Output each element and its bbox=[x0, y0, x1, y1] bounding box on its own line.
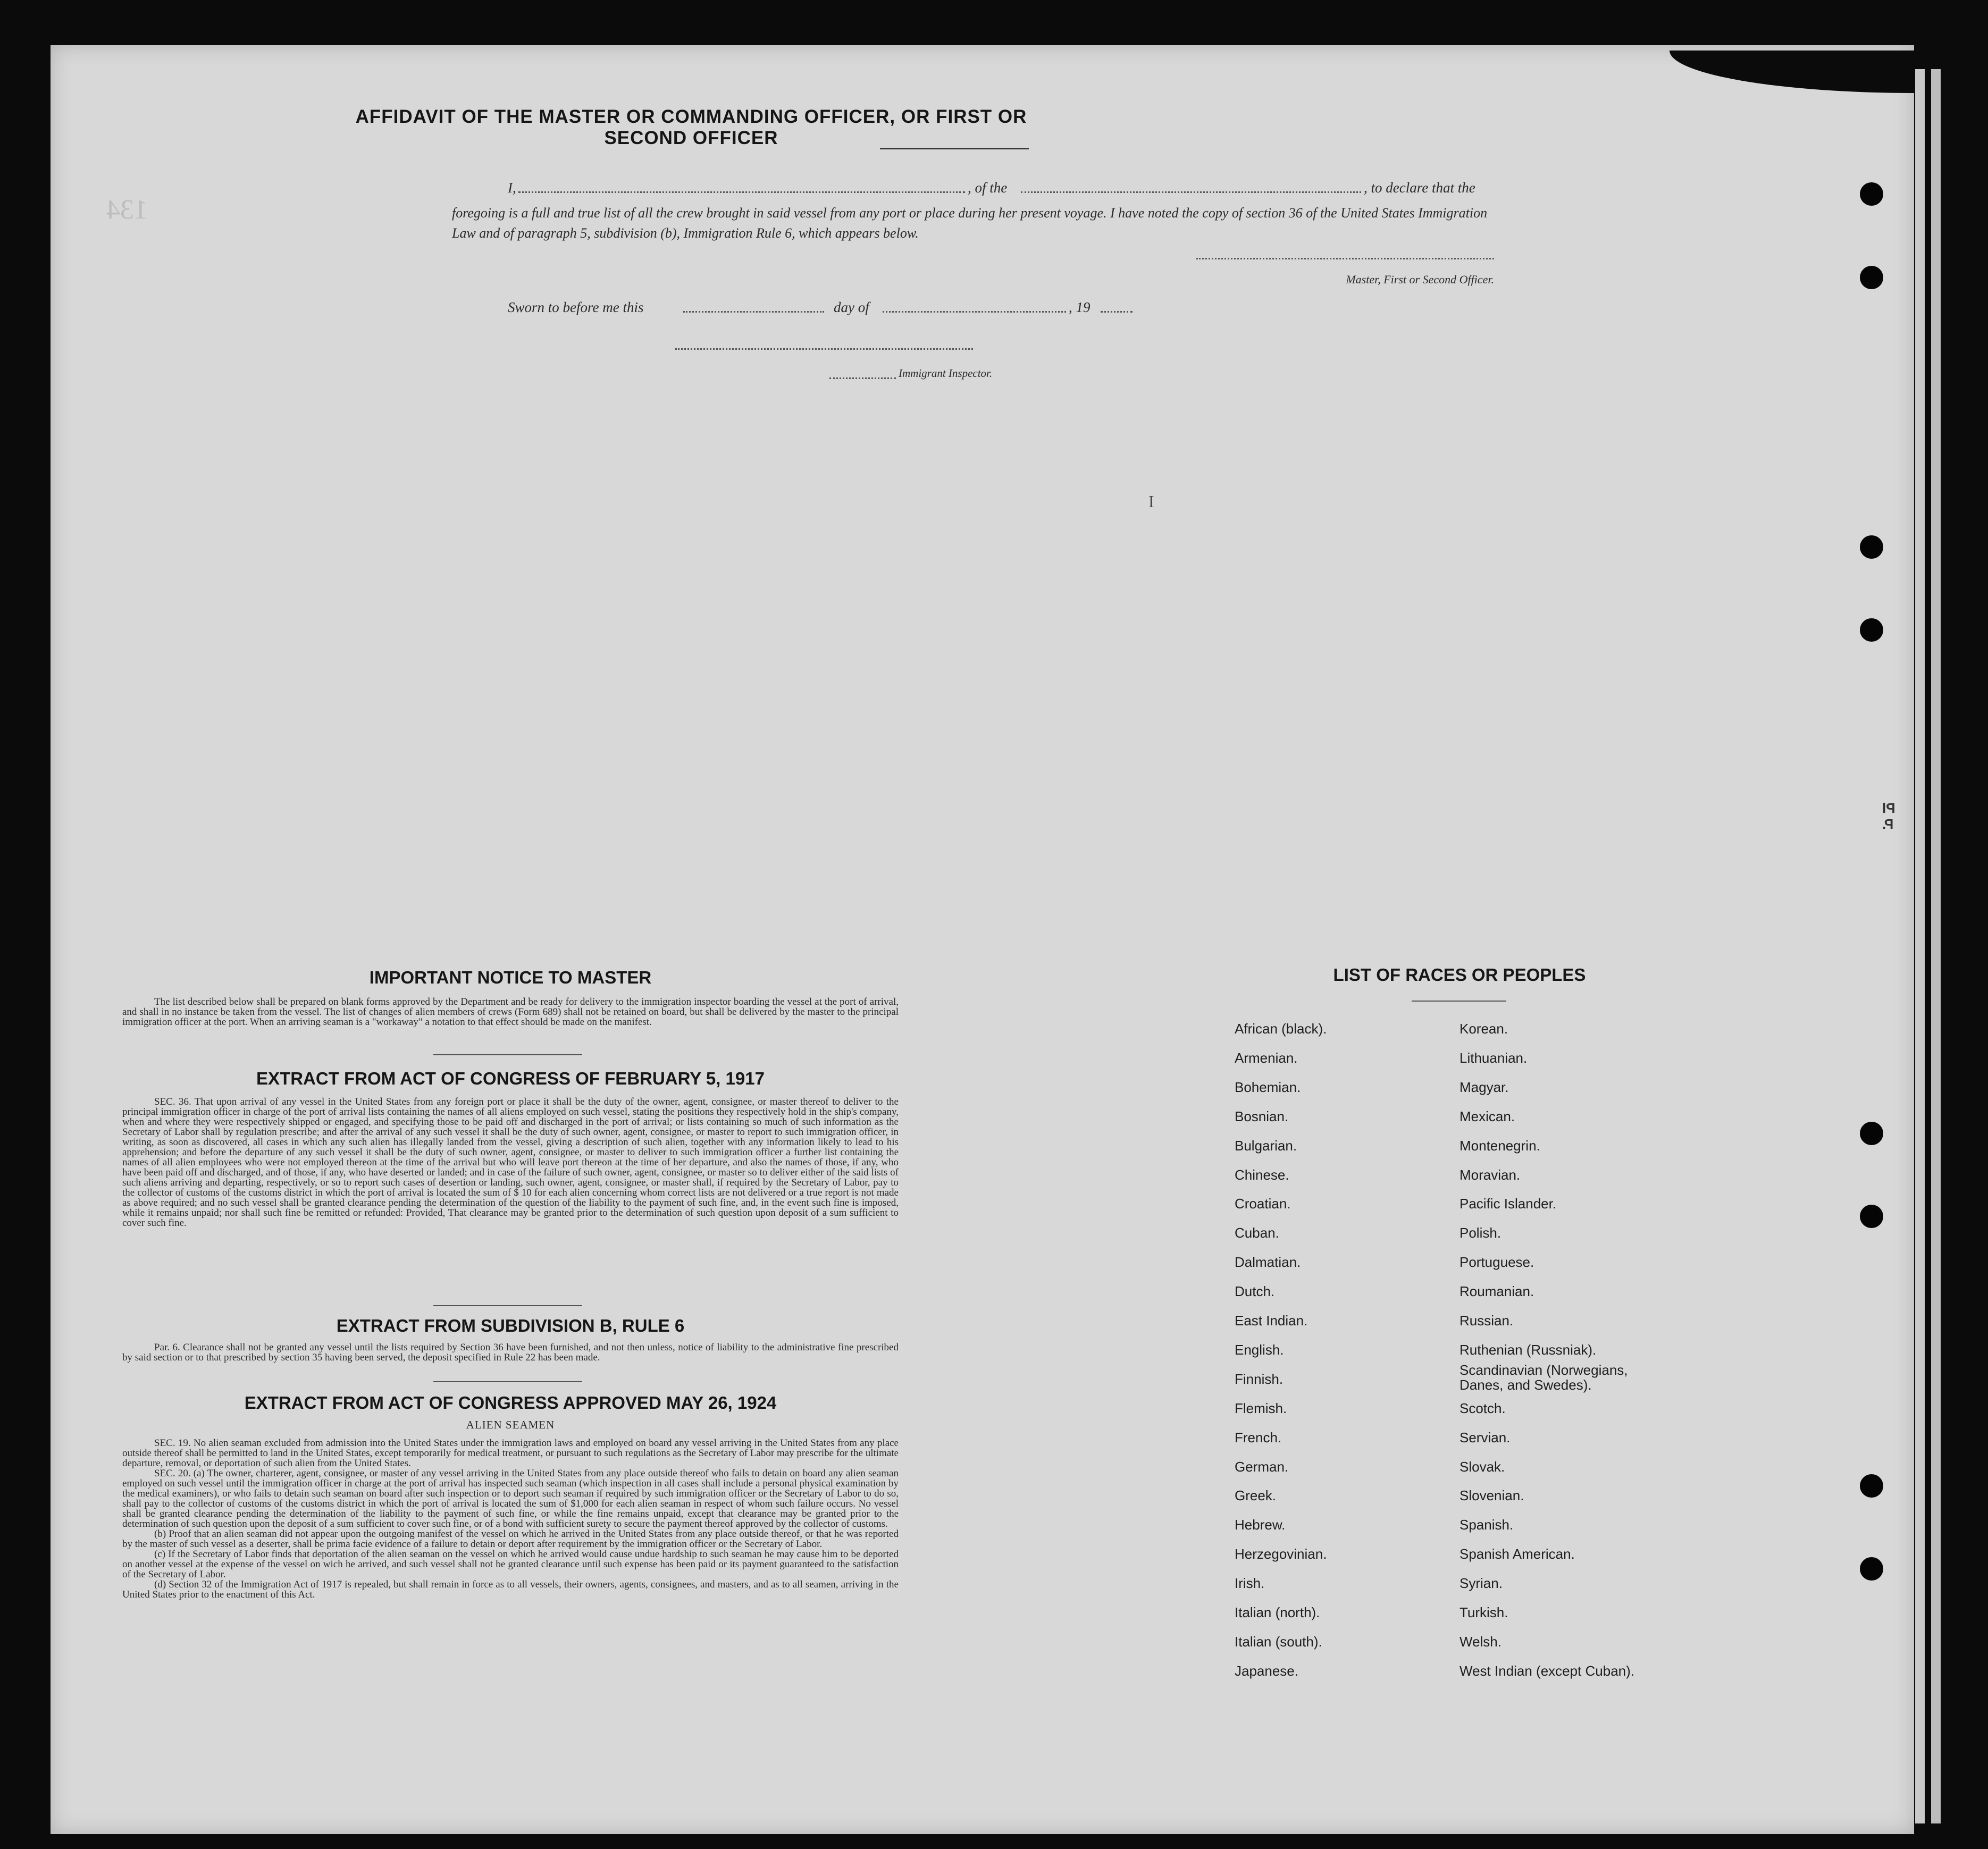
race-item: Slovenian. bbox=[1459, 1487, 1524, 1504]
side-mark: Pl bbox=[1882, 800, 1895, 816]
officer-signature-line bbox=[1196, 258, 1494, 259]
race-item: French. bbox=[1235, 1429, 1282, 1445]
extract-1917-title: EXTRACT FROM ACT OF CONGRESS OF FEBRUARY 5, 1917 bbox=[256, 1069, 765, 1088]
race-item: Chinese. bbox=[1235, 1166, 1289, 1183]
sworn-day-label: day of bbox=[834, 299, 869, 315]
race-item: Korean. bbox=[1459, 1021, 1508, 1037]
punch-hole bbox=[1860, 535, 1883, 559]
officer-signature-label: Master, First or Second Officer. bbox=[1346, 273, 1494, 286]
title-rule bbox=[880, 148, 1029, 149]
sworn-year-label: , 19 bbox=[1069, 299, 1091, 315]
races-title: LIST OF RACES OR PEOPLES bbox=[1333, 965, 1586, 985]
extract-1924-sec20c: (c) If the Secretary of Labor finds that deportation of the alien seaman on the vessel on which he arrived would cause undue hardship to such seaman he may cause him to be deported on another vessel at the expense of the vessel on wich he arrived, and such vessel shall not be granted clearance until such expense has been paid or its payment guaranteed to the satisfaction of the Secretary of Labor. bbox=[122, 1549, 899, 1580]
race-item: German. bbox=[1235, 1458, 1289, 1475]
race-item: Bulgarian. bbox=[1235, 1137, 1297, 1154]
race-item: Bosnian. bbox=[1235, 1108, 1289, 1124]
sworn-year-blank bbox=[1101, 311, 1133, 313]
race-item: Italian (north). bbox=[1235, 1604, 1320, 1620]
extract-1924-sec19: SEC. 19. No alien seaman excluded from admission into the United States under the immigration laws and employed on board any vessel arriving in the United States from any place outside thereof shall be permitted to land in the United States, except temporarily for medical treatment, or pursuant to such regulations as the Secretary of Labor may prescribe for the ultimate departure, removal, or deportation of such alien from the United States. bbox=[122, 1438, 899, 1469]
race-item: Hebrew. bbox=[1235, 1517, 1286, 1533]
notice-body: The list described below shall be prepared on blank forms approved by the Department and be ready for delivery to the immigration inspector boarding the vessel at the port of arrival, and shall in no instance be taken from the vessel. The list of changes of alien members of crews (Form 689) shall not be retained on board, but shall be delivered by the master to the principal immigration officer at the port. When an arriving seaman is a "workaway" a notation to that effect should be made on the manifest. bbox=[122, 996, 899, 1028]
race-item: Spanish. bbox=[1459, 1517, 1514, 1533]
punch-hole bbox=[1860, 1122, 1883, 1145]
race-item: Bohemian. bbox=[1235, 1079, 1301, 1095]
sworn-date-blank bbox=[683, 311, 824, 313]
punch-hole bbox=[1860, 182, 1883, 206]
affidavit-line-of: , of the bbox=[968, 180, 1008, 196]
extract-rule6-title: EXTRACT FROM SUBDIVISION B, RULE 6 bbox=[336, 1316, 685, 1335]
races-title-rule bbox=[1412, 1001, 1506, 1002]
race-item: Moravian. bbox=[1459, 1166, 1521, 1183]
side-mark: P. bbox=[1882, 816, 1894, 832]
punch-hole bbox=[1860, 618, 1883, 642]
race-item: Pacific Islander. bbox=[1459, 1196, 1557, 1212]
extract-1924-sec20b: (b) Proof that an alien seaman did not appear upon the outgoing manifest of the vessel on which he arrived in the United States from any place outside thereof, or that he was reported by the master of such vessel as a deserter, shall be prima facie evidence of a failure to detain or deport after requirement by the immigration officer or the Secretary of Labor. bbox=[122, 1528, 899, 1550]
notice-title: IMPORTANT NOTICE TO MASTER bbox=[369, 968, 652, 987]
punch-hole bbox=[1860, 1205, 1883, 1228]
race-item: Japanese. bbox=[1235, 1662, 1298, 1679]
extract-1924-title: EXTRACT FROM ACT OF CONGRESS APPROVED MAY 26, 1924 bbox=[244, 1393, 777, 1413]
race-item: Slovak. bbox=[1459, 1458, 1505, 1475]
extract-1924-sec20a: SEC. 20. (a) The owner, charterer, agent, consignee, or master of any vessel arriving in the United States from any place outside thereof who fails to detain on board any alien seaman employed on such vessel until the immigration officer in charge at the port of arrival has inspected such seaman (which inspection in all cases shall include a personal physical examination by the medical examiners), or who fails to detain such seaman on board after such inspection or to deport such seaman if required by such immigration officer or the Secretary of Labor to do so, shall pay to the collector of customs of the customs district in which the port of arrival is located the sum of $1,000 for each alien seaman in respect of whom such failure occurs. No vessel shall be granted clearance pending the determination of the liability to the payment of such fine, or while the fine remains unpaid, except that clearance may be granted prior to the determination of such question upon the deposit of a sum sufficient to cover such fine, or of a bond with sufficient surety to secure the payment thereof approved by the collector of customs. bbox=[122, 1468, 899, 1529]
extract-1924-body bbox=[122, 1438, 899, 1600]
race-item: East Indian. bbox=[1235, 1313, 1308, 1329]
race-item: English. bbox=[1235, 1341, 1284, 1358]
section-rule bbox=[433, 1381, 582, 1382]
race-item: Finnish. bbox=[1235, 1371, 1284, 1387]
race-item: Russian. bbox=[1459, 1313, 1514, 1329]
page-edge bbox=[1915, 69, 1925, 1823]
race-item: Roumanian. bbox=[1459, 1283, 1534, 1300]
race-item: Scandinavian (Norwegians, Danes, and Swedes). bbox=[1459, 1361, 1628, 1393]
section-rule bbox=[433, 1054, 582, 1055]
race-item: Turkish. bbox=[1459, 1604, 1508, 1620]
race-item: Portuguese. bbox=[1459, 1254, 1534, 1271]
affidavit-body: foregoing is a full and true list of all the crew brought in said vessel from any port or place during her present voyage. I have noted the copy of section 36 of the United States Immigration Law and of paragraph 5, subdivision (b), Immigration Rule 6, which appears below. bbox=[452, 205, 1488, 241]
race-item: Flemish. bbox=[1235, 1400, 1287, 1416]
page-number: 134 bbox=[106, 195, 148, 225]
race-item: Greek. bbox=[1235, 1487, 1277, 1504]
inspector-dots bbox=[829, 377, 896, 379]
affidavit-line-i: I, bbox=[508, 180, 516, 196]
extract-rule6-body: Par. 6. Clearance shall not be granted any vessel until the lists required by Section 36 have been furnished, and not then unless, notice of liability to the administrative fine prescribed by said section or to that prescribed by section 35 having been served, the deposit specified in Rule 22 has been made. bbox=[122, 1342, 899, 1363]
sworn-prefix: Sworn to before me this bbox=[508, 299, 644, 315]
race-item: Croatian. bbox=[1235, 1196, 1291, 1212]
race-item: Servian. bbox=[1459, 1429, 1511, 1445]
race-item: Polish. bbox=[1459, 1225, 1502, 1241]
race-item: Ruthenian (Russniak). bbox=[1459, 1341, 1597, 1358]
inspector-signature-line bbox=[675, 348, 973, 350]
race-item: Spanish American. bbox=[1459, 1546, 1575, 1562]
extract-1924-subtitle: ALIEN SEAMEN bbox=[466, 1418, 555, 1431]
page-edge bbox=[1931, 69, 1941, 1823]
race-item: Dutch. bbox=[1235, 1283, 1275, 1300]
punch-hole bbox=[1860, 1557, 1883, 1581]
affidavit-title: AFFIDAVIT OF THE MASTER OR COMMANDING OFFICER, OR FIRST OR SECOND OFFICER bbox=[355, 106, 1027, 148]
punch-hole bbox=[1860, 1474, 1883, 1498]
vessel-blank bbox=[1021, 191, 1361, 193]
punch-hole bbox=[1860, 266, 1883, 289]
race-item: African (black). bbox=[1235, 1021, 1327, 1037]
inspector-label: Immigrant Inspector. bbox=[899, 367, 993, 380]
affidavit-line-declare: , to declare that the bbox=[1364, 180, 1475, 196]
name-blank bbox=[518, 191, 965, 193]
race-item: Magyar. bbox=[1459, 1079, 1509, 1095]
sworn-month-blank bbox=[883, 311, 1066, 313]
race-item: Lithuanian. bbox=[1459, 1049, 1528, 1066]
race-item: Cuban. bbox=[1235, 1225, 1279, 1241]
extract-1917-body: SEC. 36. That upon arrival of any vessel in the United States from any foreign port or place it shall be the duty of the owner, agent, consignee, or master thereof to deliver to the principal immigration officer in charge of the port of arrival lists containing the names of all aliens employed on such vessel, stating the positions they respectively hold in the ship's company, when and where they were respectively shipped or engaged, and specifying those to be paid off and discharged in the port of arrival; or lists containing so much of such information as the Secretary of Labor shall by regulation prescribe; and after the arrival of any such vessel it shall be the duty of such owner, agent, consignee, or master to report to such immigration officer, in writing, as soon as discovered, all cases in which any such alien has illegally landed from the vessel, giving a description of such alien, together with any information likely to lead to his apprehension; and before the departure of any such vessel it shall be the duty of such owner, agent, consignee, or master to deliver to such immigration officer a further list containing the names of all alien employees who were not employed thereon at the time of the arrival but who will leave port thereon at the time of her departure, and also the names of those, if any, who have been paid off and discharged, and of those, if any, who have deserted or landed; and in case of the failure of such owner, agent, consignee, or master so to deliver either of the said lists of such aliens arriving and departing, respectively, or so to report such cases of desertion or landing, such owner, agent, consignee, or master shall, if required by the Secretary of Labor, pay to the collector of customs of the customs district in which the port of arrival is located the sum of $ 10 for each alien concerning whom correct lists are not delivered or a true report is not made as above required; and no such vessel shall be granted clearance pending the determination of the question of the liability to the payment of such fine, and, in the event such fine is imposed, while it remains unpaid; nor shall such fine be remitted or refunded: Provided, That clearance may be granted prior to the determination of such question upon deposit of a sum sufficient to cover such fine. bbox=[122, 1096, 899, 1229]
race-item: Herzegovinian. bbox=[1235, 1546, 1327, 1562]
race-item: Syrian. bbox=[1459, 1575, 1503, 1592]
race-item: Scotch. bbox=[1459, 1400, 1506, 1416]
race-item: Montenegrin. bbox=[1459, 1137, 1540, 1154]
extract-1924-sec20d: (d) Section 32 of the Immigration Act of 1917 is repealed, but shall remain in force as to all vessels, their owners, agents, consignees, and masters, and as to all seamen, arriving in the United States prior to the enactment of this Act. bbox=[122, 1579, 899, 1600]
race-item: Armenian. bbox=[1235, 1049, 1298, 1066]
race-item: Italian (south). bbox=[1235, 1633, 1322, 1650]
roman-numeral-mark: I bbox=[1148, 492, 1154, 511]
race-item: Irish. bbox=[1235, 1575, 1265, 1592]
race-item: Welsh. bbox=[1459, 1633, 1502, 1650]
race-item: Dalmatian. bbox=[1235, 1254, 1301, 1271]
section-rule bbox=[433, 1305, 582, 1306]
race-item: Mexican. bbox=[1459, 1108, 1515, 1124]
race-item: West Indian (except Cuban). bbox=[1459, 1662, 1635, 1679]
